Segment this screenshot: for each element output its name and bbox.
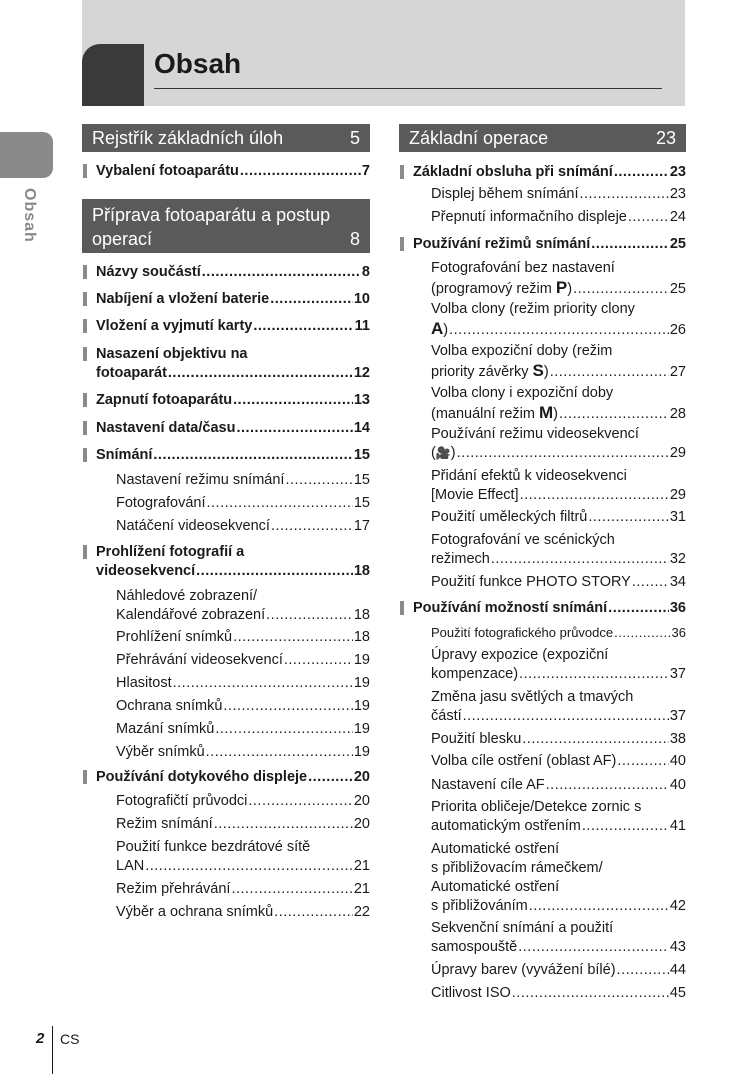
toc-subentry-prohlizeni-snimku[interactable] xyxy=(82,628,370,647)
section-header-priprava[interactable] xyxy=(82,199,370,253)
entry-page: 23 xyxy=(669,186,686,202)
toc-entry-prohlizeni[interactable] xyxy=(82,543,370,581)
entry-text-line1: Prohlížení fotografií a xyxy=(96,544,245,560)
entry-page: 38 xyxy=(669,731,686,747)
toc-subentry-barvy[interactable] xyxy=(399,961,686,980)
entry-text-line1: Fotografování ve scénických xyxy=(431,532,615,548)
page-title: Obsah xyxy=(154,48,242,79)
entry-page: 42 xyxy=(669,898,686,914)
toc-subentry-displej[interactable] xyxy=(399,185,686,204)
entry-text-tail: ) xyxy=(450,445,456,461)
entry-text-line1: Fotografování bez nastavení xyxy=(431,260,615,276)
entry-text: priority závěrky xyxy=(431,364,533,380)
toc-subentry-efekty[interactable] xyxy=(399,467,686,505)
entry-text: Snímání xyxy=(96,447,153,463)
toc-subentry-scenicke[interactable] xyxy=(399,531,686,569)
entry-text-line3: Automatické ostření xyxy=(431,879,560,895)
toc-entry-vlozeni[interactable] xyxy=(82,317,370,336)
entry-text: (manuální režim xyxy=(431,406,539,422)
entry-text-line1: Sekvenční snímání a použití xyxy=(431,920,614,936)
entry-text-line1: Náhledové zobrazení/ xyxy=(116,588,258,604)
toc-subentry-filtry[interactable] xyxy=(399,508,686,527)
entry-text: LAN xyxy=(116,858,145,874)
entry-page: 25 xyxy=(669,281,686,297)
footer-divider xyxy=(52,1026,53,1074)
entry-text: částí xyxy=(431,708,462,724)
entry-text: Hlasitost xyxy=(116,675,172,691)
toc-subentry-mazani[interactable] xyxy=(82,720,370,739)
toc-subentry-prepnuti[interactable] xyxy=(399,208,686,227)
entry-page: 12 xyxy=(353,365,370,381)
toc-subentry-sekvencni[interactable] xyxy=(399,919,686,957)
toc-subentry-oblast-af[interactable] xyxy=(399,752,686,771)
entry-page: 28 xyxy=(669,406,686,422)
toc-subentry-clona[interactable] xyxy=(399,300,686,340)
entry-text: Výběr snímků xyxy=(116,744,205,760)
entry-text: Displej během snímání xyxy=(431,186,579,202)
toc-subentry-rezim-snimani[interactable] xyxy=(82,815,370,834)
entry-text: Vybalení fotoaparátu xyxy=(96,163,239,179)
entry-text: (programový režim xyxy=(431,281,556,297)
entry-page: 41 xyxy=(669,818,686,834)
toc-subentry-iso[interactable] xyxy=(399,984,686,1003)
entry-page: 32 xyxy=(669,551,686,567)
entry-text-line1: Volba clony (režim priority clony xyxy=(431,301,635,317)
entry-text: Ochrana snímků xyxy=(116,698,223,714)
entry-text: režimech xyxy=(431,551,490,567)
entry-page: 40 xyxy=(669,753,686,769)
entry-text: Nabíjení a vložení baterie xyxy=(96,291,270,307)
section-page: 23 xyxy=(655,127,676,148)
entry-page: 25 xyxy=(669,236,686,252)
entry-page: 15 xyxy=(353,495,370,511)
entry-page: 40 xyxy=(669,777,686,793)
entry-page: 19 xyxy=(353,744,370,760)
toc-subentry-pruvodci[interactable] xyxy=(82,792,370,811)
section-title-line1: Příprava fotoaparátu a postup xyxy=(92,205,331,225)
entry-text: kompenzace) xyxy=(431,666,519,682)
entry-text-line1: Přidání efektů k videosekvenci xyxy=(431,468,627,484)
entry-text: Natáčení videosekvencí xyxy=(116,518,270,534)
entry-page: 20 xyxy=(353,769,370,785)
entry-text-line1: Úpravy expozice (expoziční xyxy=(431,647,609,663)
entry-text: Používání dotykového displeje xyxy=(96,769,308,785)
header-accent-block xyxy=(82,44,144,106)
entry-text: Nastavení cíle AF xyxy=(431,777,545,793)
section-page: 5 xyxy=(349,127,360,148)
language-code: CS xyxy=(60,1031,80,1047)
toc-subentry-wifi[interactable] xyxy=(82,838,370,876)
entry-text-tail: ) xyxy=(553,406,558,422)
entry-page: 8 xyxy=(361,264,370,280)
entry-page: 26 xyxy=(669,322,686,338)
entry-text: Přepnutí informačního displeje xyxy=(431,209,627,225)
entry-text: ( xyxy=(431,445,436,461)
toc-entry-snimani[interactable] xyxy=(82,446,370,465)
entry-page: 44 xyxy=(669,962,686,978)
entry-text-line1: Volba expoziční doby (režim xyxy=(431,343,613,359)
entry-text: Nastavení data/času xyxy=(96,420,236,436)
entry-page: 37 xyxy=(669,708,686,724)
entry-page: 21 xyxy=(353,881,370,897)
toc-entry-dotykovy[interactable] xyxy=(82,768,370,787)
toc-subentry-vyber-ochrana[interactable] xyxy=(82,903,370,922)
entry-page: 19 xyxy=(353,698,370,714)
entry-text: videosekvencí xyxy=(96,563,196,579)
entry-page: 34 xyxy=(669,574,686,590)
toc-subentry-expozice[interactable] xyxy=(399,646,686,684)
entry-text-line1: Automatické ostření xyxy=(431,841,560,857)
entry-text: Volba cíle ostření (oblast AF) xyxy=(431,753,617,769)
toc-subentry-prehravani-video[interactable] xyxy=(82,651,370,670)
entry-text: Nastavení režimu snímání xyxy=(116,472,285,488)
entry-text-line1: Použití funkce bezdrátové sítě xyxy=(116,839,311,855)
entry-text: Použití fotografického průvodce xyxy=(431,625,614,640)
entry-text-line1: Změna jasu světlých a tmavých xyxy=(431,689,634,705)
entry-text-line1: Nasazení objektivu na xyxy=(96,346,248,362)
side-tab xyxy=(0,132,53,178)
entry-text: Kalendářové zobrazení xyxy=(116,607,266,623)
toc-subentry-manual[interactable] xyxy=(399,384,686,424)
page-number: 2 xyxy=(36,1030,45,1047)
entry-page: 15 xyxy=(353,472,370,488)
toc-subentry-ramecek[interactable] xyxy=(399,840,686,916)
toc-subentry-zaverka[interactable] xyxy=(399,342,686,382)
entry-text: Fotografování xyxy=(116,495,206,511)
entry-text: samospouště xyxy=(431,939,518,955)
section-title: Základní operace xyxy=(409,127,549,148)
entry-text: Použití blesku xyxy=(431,731,522,747)
toc-subentry-program[interactable] xyxy=(399,259,686,299)
entry-page: 27 xyxy=(669,364,686,380)
entry-text: Přehrávání videosekvencí xyxy=(116,652,283,668)
side-label: Obsah xyxy=(21,188,38,243)
toc-entry-nasazeni[interactable] xyxy=(82,345,370,383)
toc-entry-vybaleni[interactable] xyxy=(82,162,370,181)
toc-subentry-vyber[interactable] xyxy=(82,743,370,762)
entry-page: 37 xyxy=(669,666,686,682)
entry-page: 21 xyxy=(353,858,370,874)
mode-a-glyph: A xyxy=(431,319,444,338)
entry-text: fotoaparát xyxy=(96,365,167,381)
entry-text: Režim snímání xyxy=(116,816,213,832)
entry-text: Základní obsluha při snímání xyxy=(413,164,613,180)
entry-page: 10 xyxy=(353,291,370,307)
toc-entry-nabijeni[interactable] xyxy=(82,290,370,309)
toc-subentry-oblicej[interactable] xyxy=(399,798,686,836)
toc-entry-datum[interactable] xyxy=(82,419,370,438)
entry-page: 29 xyxy=(669,487,686,503)
entry-page: 13 xyxy=(353,392,370,408)
toc-entry-obsluha[interactable] xyxy=(399,163,686,182)
entry-page: 7 xyxy=(361,163,370,179)
entry-page: 20 xyxy=(353,793,370,809)
mode-m-glyph: M xyxy=(538,403,554,422)
entry-text: Citlivost ISO xyxy=(431,985,511,1001)
toc-subentry-jas[interactable] xyxy=(399,688,686,726)
entry-text-line2: s přibližovacím rámečkem/ xyxy=(431,860,603,876)
entry-page: 29 xyxy=(669,445,686,461)
entry-text-tail: ) xyxy=(567,281,573,297)
toc-subentry-nahledove[interactable] xyxy=(82,587,370,625)
title-rule xyxy=(154,88,662,89)
entry-text: Fotografičtí průvodci xyxy=(116,793,248,809)
entry-page: 22 xyxy=(353,904,370,920)
toc-subentry-fotopruvodce[interactable] xyxy=(399,623,686,642)
entry-page: 11 xyxy=(354,318,370,334)
entry-text-line1: Priorita obličeje/Detekce zornic s xyxy=(431,799,642,815)
entry-text-tail: ) xyxy=(543,364,549,380)
entry-text-tail: ) xyxy=(443,322,449,338)
toc-subentry-nastaveni-rezimu[interactable] xyxy=(82,471,370,490)
entry-page: 31 xyxy=(669,509,686,525)
entry-text: Zapnutí fotoaparátu xyxy=(96,392,233,408)
entry-page: 36 xyxy=(669,600,686,616)
toc-subentry-cil-af[interactable] xyxy=(399,776,686,795)
toc-subentry-ochrana[interactable] xyxy=(82,697,370,716)
entry-text: [Movie Effect] xyxy=(431,487,519,503)
entry-text: Prohlížení snímků xyxy=(116,629,233,645)
toc-subentry-blesk[interactable] xyxy=(399,730,686,749)
entry-page: 17 xyxy=(353,518,370,534)
section-header-zakladni[interactable] xyxy=(399,124,686,152)
toc-subentry-rezim-prehravani[interactable] xyxy=(82,880,370,899)
entry-page: 18 xyxy=(353,563,370,579)
entry-page: 19 xyxy=(353,721,370,737)
entry-text: Výběr a ochrana snímků xyxy=(116,904,274,920)
entry-page: 15 xyxy=(353,447,370,463)
entry-text: Použití funkce PHOTO STORY xyxy=(431,574,631,590)
entry-page: 18 xyxy=(353,607,370,623)
toc-entry-rezimy[interactable] xyxy=(399,235,686,254)
section-title-line2: operací xyxy=(92,228,153,249)
entry-text: s přibližováním xyxy=(431,898,528,914)
entry-page: 23 xyxy=(669,164,686,180)
entry-page: 36 xyxy=(671,625,686,640)
entry-text: Názvy součástí xyxy=(96,264,201,280)
toc-subentry-story[interactable] xyxy=(399,573,686,592)
mode-p-glyph: P xyxy=(555,278,568,297)
section-page: 8 xyxy=(349,228,360,249)
mode-s-glyph: S xyxy=(532,361,544,380)
entry-page: 14 xyxy=(353,420,370,436)
entry-text: Používání možností snímání xyxy=(413,600,608,616)
toc-entry-moznosti[interactable] xyxy=(399,599,686,618)
toc-subentry-nataceni[interactable] xyxy=(82,517,370,536)
entry-text: Používání režimů snímání xyxy=(413,236,591,252)
entry-text: Úpravy barev (vyvážení bílé) xyxy=(431,962,616,978)
toc-subentry-hlasitost[interactable] xyxy=(82,674,370,693)
entry-text: Mazání snímků xyxy=(116,721,215,737)
entry-page: 24 xyxy=(669,209,686,225)
section-title: Rejstřík základních úloh xyxy=(92,127,284,148)
entry-text: automatickým ostřením xyxy=(431,818,581,834)
section-header-rejstrik[interactable] xyxy=(82,124,370,152)
entry-page: 43 xyxy=(669,939,686,955)
entry-page: 20 xyxy=(353,816,370,832)
toc-entry-zapnuti[interactable] xyxy=(82,391,370,410)
entry-page: 19 xyxy=(353,652,370,668)
entry-page: 18 xyxy=(353,629,370,645)
entry-text: Použití uměleckých filtrů xyxy=(431,509,588,525)
toc-subentry-video-rezim[interactable] xyxy=(399,425,686,463)
entry-text: Vložení a vyjmutí karty xyxy=(96,318,253,334)
entry-page: 45 xyxy=(669,985,686,1001)
toc-subentry-fotografovani[interactable] xyxy=(82,494,370,513)
entry-page: 19 xyxy=(353,675,370,691)
entry-text-line1: Používání režimu videosekvencí xyxy=(431,426,639,442)
toc-entry-nazvy[interactable] xyxy=(82,263,370,282)
movie-mode-icon: 🎥 xyxy=(435,446,451,460)
entry-text: Režim přehrávání xyxy=(116,881,231,897)
entry-text-line1: Volba clony i expoziční doby xyxy=(431,385,614,401)
